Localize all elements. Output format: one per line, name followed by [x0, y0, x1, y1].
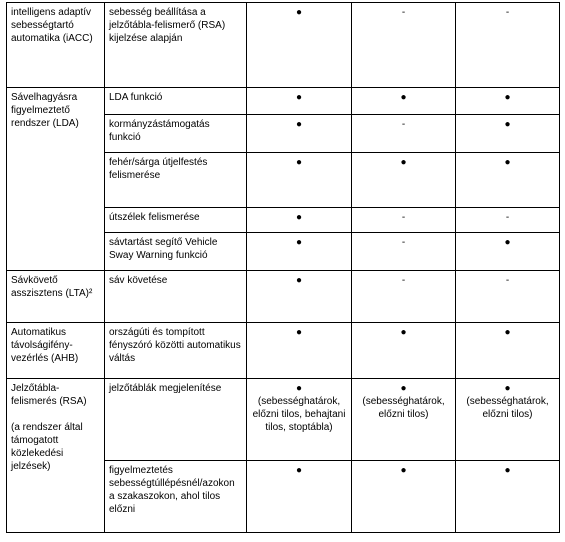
availability-mark: - [505, 212, 510, 223]
function-cell [105, 153, 247, 208]
table-row [7, 3, 560, 88]
feature-label: intelligens adaptív sebességtartó automatika (iACC) [11, 7, 93, 44]
function-cell [105, 323, 247, 379]
function-cell [105, 461, 247, 533]
function-label: sebesség beállítása a jelzőtábla-felismerő (RSA) kijelzése alapján [109, 7, 226, 44]
availability-mark: ● [295, 327, 303, 338]
availability-note: (sebességhatárok, előzni tilos) [466, 396, 549, 420]
availability-cell-2 [352, 208, 456, 233]
availability-cell-1 [247, 208, 352, 233]
function-cell [105, 88, 247, 115]
availability-cell-2 [352, 461, 456, 533]
function-label: útszélek felismerése [109, 212, 200, 223]
availability-mark: ● [295, 7, 303, 18]
availability-cell-3 [456, 379, 560, 461]
availability-mark: ● [504, 465, 511, 476]
table-row [7, 379, 560, 461]
availability-cell-2 [352, 379, 456, 461]
availability-mark: - [401, 275, 406, 286]
availability-mark: ● [295, 275, 303, 286]
availability-mark: ● [295, 119, 303, 130]
feature-label: Sávelhagyásra figyelmeztető rendszer (LDA) [11, 92, 79, 129]
availability-mark: ● [400, 327, 407, 338]
table-row [7, 323, 560, 379]
availability-cell-1 [247, 233, 352, 271]
availability-mark: - [505, 7, 510, 18]
availability-cell-1 [247, 461, 352, 533]
availability-mark: ● [504, 237, 511, 248]
function-label: fehér/sárga útjelfestés felismerése [109, 157, 208, 181]
availability-mark: ● [400, 383, 407, 394]
function-label: sáv követése [109, 275, 168, 286]
availability-cell-1 [247, 115, 352, 153]
function-label: LDA funkció [109, 92, 163, 103]
availability-cell-2 [352, 323, 456, 379]
availability-mark: - [401, 212, 406, 223]
availability-mark: ● [504, 383, 511, 394]
availability-cell-2 [352, 88, 456, 115]
availability-cell-3 [456, 323, 560, 379]
availability-cell-3 [456, 208, 560, 233]
function-cell [105, 3, 247, 88]
table-row [7, 88, 560, 115]
availability-mark: - [401, 7, 406, 18]
availability-cell-3 [456, 461, 560, 533]
availability-cell-1 [247, 88, 352, 115]
availability-mark: ● [504, 157, 511, 168]
availability-mark: ● [400, 465, 407, 476]
function-label: sávtartást segítő Vehicle Sway Warning funkció [109, 237, 218, 261]
availability-cell-2 [352, 153, 456, 208]
table-row [7, 271, 560, 323]
availability-note: (sebességhatárok, előzni tilos, behajtani tilos, stoptábla) [252, 396, 346, 433]
availability-cell-3 [456, 115, 560, 153]
function-label: jelzőtáblák megjelenítése [109, 383, 222, 394]
function-label: kormányzástámogatás funkció [109, 119, 210, 143]
availability-cell-2 [352, 233, 456, 271]
availability-mark: - [505, 275, 510, 286]
availability-mark: ● [295, 237, 303, 248]
feature-cell [7, 88, 105, 271]
feature-note: (a rendszer által támogatott közlekedési jelzések) [11, 422, 83, 472]
availability-cell-1 [247, 323, 352, 379]
availability-mark: ● [295, 212, 303, 223]
function-label: figyelmeztetés sebességtúllépésnél/azokon a szakaszokon, ahol tilos előzni [109, 465, 235, 515]
availability-cell-3 [456, 88, 560, 115]
function-label: országúti és tompított fényszóró közötti automatikus váltás [109, 327, 241, 364]
availability-note: (sebességhatárok, előzni tilos) [362, 396, 445, 420]
feature-table [6, 2, 560, 533]
availability-mark: ● [295, 383, 303, 394]
availability-cell-3 [456, 233, 560, 271]
availability-mark: - [401, 119, 406, 130]
function-cell [105, 115, 247, 153]
function-cell [105, 379, 247, 461]
availability-cell-2 [352, 271, 456, 323]
availability-mark: ● [295, 465, 303, 476]
function-cell [105, 271, 247, 323]
availability-cell-3 [456, 153, 560, 208]
feature-cell [7, 3, 105, 88]
function-cell [105, 233, 247, 271]
feature-cell [7, 271, 105, 323]
function-cell [105, 208, 247, 233]
availability-cell-1 [247, 153, 352, 208]
feature-label: Automatikus távolságifény-vezérlés (AHB) [11, 327, 79, 364]
availability-mark: - [401, 237, 406, 248]
availability-mark: ● [295, 92, 303, 103]
feature-label: Jelzőtábla-felismerés (RSA) [11, 383, 87, 407]
feature-cell [7, 323, 105, 379]
availability-cell-1 [247, 271, 352, 323]
feature-label: Sávkövető asszisztens (LTA)² [11, 275, 93, 299]
availability-cell-1 [247, 379, 352, 461]
availability-mark: ● [504, 119, 511, 130]
feature-cell [7, 379, 105, 533]
availability-mark: ● [400, 92, 407, 103]
availability-mark: ● [295, 157, 303, 168]
availability-cell-3 [456, 271, 560, 323]
availability-cell-1 [247, 3, 352, 88]
availability-mark: ● [504, 92, 511, 103]
availability-cell-2 [352, 115, 456, 153]
availability-cell-3 [456, 3, 560, 88]
availability-mark: ● [504, 327, 511, 338]
availability-mark: ● [400, 157, 407, 168]
availability-cell-2 [352, 3, 456, 88]
